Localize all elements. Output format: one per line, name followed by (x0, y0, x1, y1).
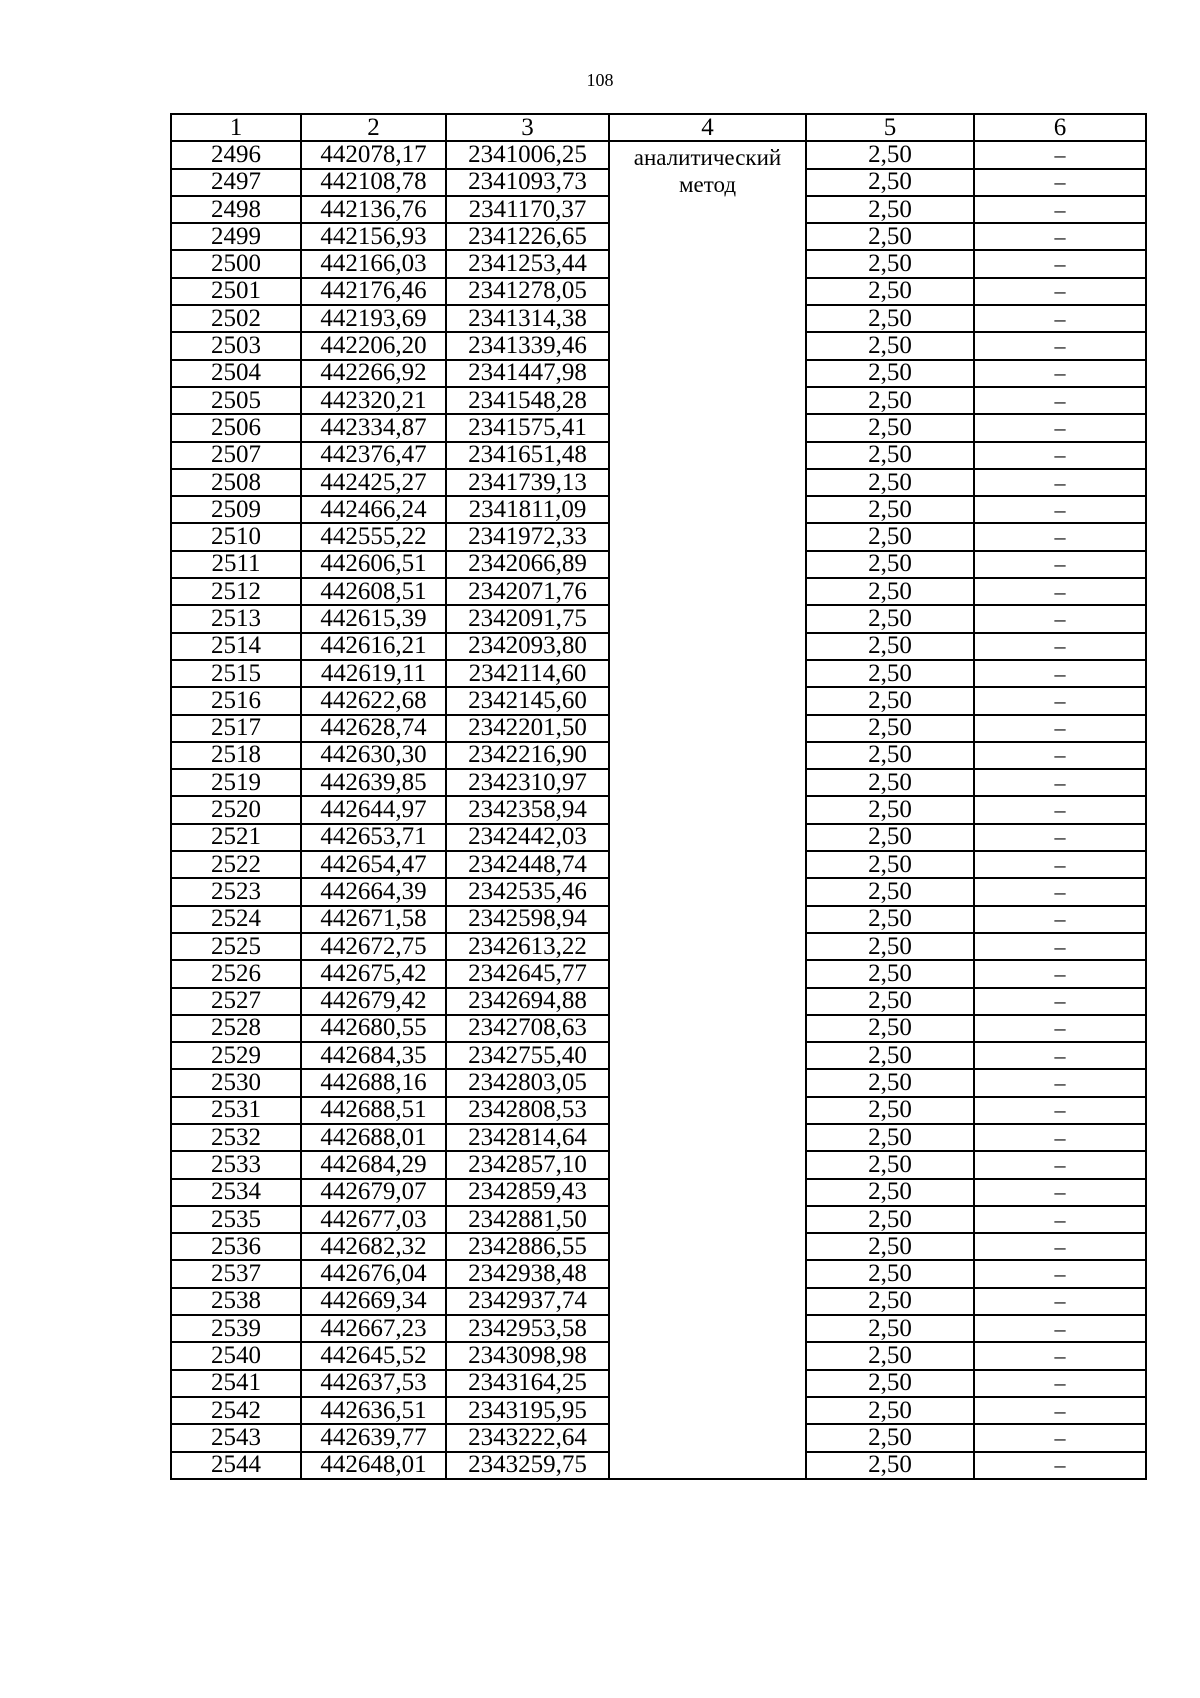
accuracy-cell: 2,50 (806, 1288, 974, 1315)
note-cell: – (974, 1424, 1146, 1451)
x-coordinate-cell: 442667,23 (301, 1315, 446, 1342)
accuracy-cell: 2,50 (806, 332, 974, 359)
accuracy-cell: 2,50 (806, 933, 974, 960)
y-coordinate-cell: 2341006,25 (446, 141, 609, 168)
note-cell: – (974, 496, 1146, 523)
y-coordinate-cell: 2342881,50 (446, 1206, 609, 1233)
x-coordinate-cell: 442206,20 (301, 332, 446, 359)
note-cell: – (974, 223, 1146, 250)
x-coordinate-cell: 442616,21 (301, 633, 446, 660)
table-header-row (171, 114, 1146, 141)
y-coordinate-cell: 2342310,97 (446, 769, 609, 796)
point-number-cell: 2526 (171, 960, 301, 987)
y-coordinate-cell: 2342145,60 (446, 687, 609, 714)
accuracy-cell: 2,50 (806, 1124, 974, 1151)
point-number-cell: 2542 (171, 1397, 301, 1424)
point-number-cell: 2520 (171, 796, 301, 823)
point-number-cell: 2535 (171, 1206, 301, 1233)
point-number-cell: 2531 (171, 1097, 301, 1124)
note-cell: – (974, 469, 1146, 496)
accuracy-cell: 2,50 (806, 1260, 974, 1287)
column-header-3: 3 (446, 114, 609, 141)
y-coordinate-cell: 2342937,74 (446, 1288, 609, 1315)
accuracy-cell: 2,50 (806, 633, 974, 660)
accuracy-cell: 2,50 (806, 387, 974, 414)
y-coordinate-cell: 2342093,80 (446, 633, 609, 660)
x-coordinate-cell: 442679,07 (301, 1179, 446, 1206)
x-coordinate-cell: 442653,71 (301, 824, 446, 851)
y-coordinate-cell: 2341226,65 (446, 223, 609, 250)
x-coordinate-cell: 442639,85 (301, 769, 446, 796)
y-coordinate-cell: 2342938,48 (446, 1260, 609, 1287)
point-number-cell: 2523 (171, 878, 301, 905)
x-coordinate-cell: 442688,01 (301, 1124, 446, 1151)
y-coordinate-cell: 2342358,94 (446, 796, 609, 823)
y-coordinate-cell: 2342953,58 (446, 1315, 609, 1342)
note-cell: – (974, 551, 1146, 578)
x-coordinate-cell: 442677,03 (301, 1206, 446, 1233)
point-number-cell: 2536 (171, 1233, 301, 1260)
point-number-cell: 2510 (171, 523, 301, 550)
x-coordinate-cell: 442176,46 (301, 278, 446, 305)
point-number-cell: 2500 (171, 250, 301, 277)
x-coordinate-cell: 442606,51 (301, 551, 446, 578)
accuracy-cell: 2,50 (806, 660, 974, 687)
y-coordinate-cell: 2342886,55 (446, 1233, 609, 1260)
note-cell: – (974, 1179, 1146, 1206)
x-coordinate-cell: 442156,93 (301, 223, 446, 250)
x-coordinate-cell: 442615,39 (301, 605, 446, 632)
y-coordinate-cell: 2341575,41 (446, 414, 609, 441)
note-cell: – (974, 660, 1146, 687)
y-coordinate-cell: 2343098,98 (446, 1342, 609, 1369)
table-row (171, 141, 1146, 168)
x-coordinate-cell: 442664,39 (301, 878, 446, 905)
accuracy-cell: 2,50 (806, 769, 974, 796)
point-number-cell: 2518 (171, 742, 301, 769)
accuracy-cell: 2,50 (806, 442, 974, 469)
note-cell: – (974, 169, 1146, 196)
y-coordinate-cell: 2341278,05 (446, 278, 609, 305)
accuracy-cell: 2,50 (806, 578, 974, 605)
column-header-2: 2 (301, 114, 446, 141)
y-coordinate-cell: 2341548,28 (446, 387, 609, 414)
note-cell: – (974, 578, 1146, 605)
accuracy-cell: 2,50 (806, 824, 974, 851)
point-number-cell: 2533 (171, 1151, 301, 1178)
x-coordinate-cell: 442619,11 (301, 660, 446, 687)
x-coordinate-cell: 442166,03 (301, 250, 446, 277)
point-number-cell: 2521 (171, 824, 301, 851)
x-coordinate-cell: 442684,35 (301, 1042, 446, 1069)
accuracy-cell: 2,50 (806, 469, 974, 496)
x-coordinate-cell: 442555,22 (301, 523, 446, 550)
note-cell: – (974, 278, 1146, 305)
point-number-cell: 2509 (171, 496, 301, 523)
accuracy-cell: 2,50 (806, 1424, 974, 1451)
x-coordinate-cell: 442108,78 (301, 169, 446, 196)
note-cell: – (974, 305, 1146, 332)
x-coordinate-cell: 442376,47 (301, 442, 446, 469)
accuracy-cell: 2,50 (806, 878, 974, 905)
x-coordinate-cell: 442630,30 (301, 742, 446, 769)
point-number-cell: 2505 (171, 387, 301, 414)
note-cell: – (974, 715, 1146, 742)
point-number-cell: 2519 (171, 769, 301, 796)
x-coordinate-cell: 442680,55 (301, 1015, 446, 1042)
accuracy-cell: 2,50 (806, 1397, 974, 1424)
accuracy-cell: 2,50 (806, 278, 974, 305)
y-coordinate-cell: 2342091,75 (446, 605, 609, 632)
y-coordinate-cell: 2341339,46 (446, 332, 609, 359)
y-coordinate-cell: 2342442,03 (446, 824, 609, 851)
note-cell: – (974, 196, 1146, 223)
accuracy-cell: 2,50 (806, 223, 974, 250)
accuracy-cell: 2,50 (806, 1315, 974, 1342)
y-coordinate-cell: 2341739,13 (446, 469, 609, 496)
coordinates-table (170, 113, 1147, 1480)
accuracy-cell: 2,50 (806, 851, 974, 878)
y-coordinate-cell: 2342613,22 (446, 933, 609, 960)
x-coordinate-cell: 442334,87 (301, 414, 446, 441)
point-number-cell: 2514 (171, 633, 301, 660)
accuracy-cell: 2,50 (806, 742, 974, 769)
note-cell: – (974, 442, 1146, 469)
accuracy-cell: 2,50 (806, 1233, 974, 1260)
x-coordinate-cell: 442682,32 (301, 1233, 446, 1260)
note-cell: – (974, 1370, 1146, 1397)
note-cell: – (974, 1206, 1146, 1233)
point-number-cell: 2538 (171, 1288, 301, 1315)
y-coordinate-cell: 2342803,05 (446, 1069, 609, 1096)
x-coordinate-cell: 442622,68 (301, 687, 446, 714)
note-cell: – (974, 1151, 1146, 1178)
accuracy-cell: 2,50 (806, 523, 974, 550)
note-cell: – (974, 360, 1146, 387)
page-number: 108 (586, 70, 614, 90)
note-cell: – (974, 878, 1146, 905)
point-number-cell: 2503 (171, 332, 301, 359)
y-coordinate-cell: 2343195,95 (446, 1397, 609, 1424)
column-header-6: 6 (974, 114, 1146, 141)
column-header-5: 5 (806, 114, 974, 141)
x-coordinate-cell: 442676,04 (301, 1260, 446, 1287)
accuracy-cell: 2,50 (806, 1370, 974, 1397)
accuracy-cell: 2,50 (806, 169, 974, 196)
y-coordinate-cell: 2342114,60 (446, 660, 609, 687)
note-cell: – (974, 1288, 1146, 1315)
point-number-cell: 2539 (171, 1315, 301, 1342)
note-cell: – (974, 906, 1146, 933)
accuracy-cell: 2,50 (806, 796, 974, 823)
x-coordinate-cell: 442628,74 (301, 715, 446, 742)
y-coordinate-cell: 2342755,40 (446, 1042, 609, 1069)
method-cell: аналитический метод (609, 141, 806, 1479)
note-cell: – (974, 1260, 1146, 1287)
x-coordinate-cell: 442684,29 (301, 1151, 446, 1178)
note-cell: – (974, 851, 1146, 878)
note-cell: – (974, 933, 1146, 960)
note-cell: – (974, 332, 1146, 359)
point-number-cell: 2534 (171, 1179, 301, 1206)
point-number-cell: 2528 (171, 1015, 301, 1042)
note-cell: – (974, 1124, 1146, 1151)
point-number-cell: 2527 (171, 988, 301, 1015)
y-coordinate-cell: 2341811,09 (446, 496, 609, 523)
accuracy-cell: 2,50 (806, 1097, 974, 1124)
point-number-cell: 2511 (171, 551, 301, 578)
y-coordinate-cell: 2342071,76 (446, 578, 609, 605)
accuracy-cell: 2,50 (806, 1069, 974, 1096)
note-cell: – (974, 250, 1146, 277)
note-cell: – (974, 523, 1146, 550)
y-coordinate-cell: 2342645,77 (446, 960, 609, 987)
accuracy-cell: 2,50 (806, 988, 974, 1015)
x-coordinate-cell: 442639,77 (301, 1424, 446, 1451)
column-header-4: 4 (609, 114, 806, 141)
note-cell: – (974, 1233, 1146, 1260)
x-coordinate-cell: 442466,24 (301, 496, 446, 523)
note-cell: – (974, 824, 1146, 851)
note-cell: – (974, 960, 1146, 987)
y-coordinate-cell: 2341972,33 (446, 523, 609, 550)
accuracy-cell: 2,50 (806, 1042, 974, 1069)
y-coordinate-cell: 2342535,46 (446, 878, 609, 905)
x-coordinate-cell: 442136,76 (301, 196, 446, 223)
y-coordinate-cell: 2343222,64 (446, 1424, 609, 1451)
point-number-cell: 2532 (171, 1124, 301, 1151)
point-number-cell: 2507 (171, 442, 301, 469)
note-cell: – (974, 1342, 1146, 1369)
x-coordinate-cell: 442320,21 (301, 387, 446, 414)
accuracy-cell: 2,50 (806, 196, 974, 223)
x-coordinate-cell: 442679,42 (301, 988, 446, 1015)
note-cell: – (974, 1042, 1146, 1069)
note-cell: – (974, 633, 1146, 660)
column-header-1: 1 (171, 114, 301, 141)
note-cell: – (974, 1097, 1146, 1124)
point-number-cell: 2515 (171, 660, 301, 687)
y-coordinate-cell: 2342216,90 (446, 742, 609, 769)
y-coordinate-cell: 2343164,25 (446, 1370, 609, 1397)
point-number-cell: 2498 (171, 196, 301, 223)
point-number-cell: 2522 (171, 851, 301, 878)
y-coordinate-cell: 2341314,38 (446, 305, 609, 332)
y-coordinate-cell: 2341651,48 (446, 442, 609, 469)
y-coordinate-cell: 2342066,89 (446, 551, 609, 578)
note-cell: – (974, 687, 1146, 714)
accuracy-cell: 2,50 (806, 414, 974, 441)
point-number-cell: 2540 (171, 1342, 301, 1369)
accuracy-cell: 2,50 (806, 305, 974, 332)
note-cell: – (974, 769, 1146, 796)
x-coordinate-cell: 442669,34 (301, 1288, 446, 1315)
x-coordinate-cell: 442672,75 (301, 933, 446, 960)
note-cell: – (974, 1015, 1146, 1042)
accuracy-cell: 2,50 (806, 1342, 974, 1369)
point-number-cell: 2506 (171, 414, 301, 441)
y-coordinate-cell: 2341093,73 (446, 169, 609, 196)
x-coordinate-cell: 442078,17 (301, 141, 446, 168)
point-number-cell: 2497 (171, 169, 301, 196)
accuracy-cell: 2,50 (806, 1179, 974, 1206)
point-number-cell: 2543 (171, 1424, 301, 1451)
accuracy-cell: 2,50 (806, 715, 974, 742)
y-coordinate-cell: 2341253,44 (446, 250, 609, 277)
note-cell: – (974, 387, 1146, 414)
point-number-cell: 2501 (171, 278, 301, 305)
note-cell: – (974, 742, 1146, 769)
accuracy-cell: 2,50 (806, 960, 974, 987)
y-coordinate-cell: 2342448,74 (446, 851, 609, 878)
accuracy-cell: 2,50 (806, 1015, 974, 1042)
x-coordinate-cell: 442425,27 (301, 469, 446, 496)
y-coordinate-cell: 2342598,94 (446, 906, 609, 933)
x-coordinate-cell: 442193,69 (301, 305, 446, 332)
note-cell: – (974, 1069, 1146, 1096)
note-cell: – (974, 1397, 1146, 1424)
accuracy-cell: 2,50 (806, 141, 974, 168)
note-cell: – (974, 414, 1146, 441)
point-number-cell: 2502 (171, 305, 301, 332)
note-cell: – (974, 141, 1146, 168)
y-coordinate-cell: 2342857,10 (446, 1151, 609, 1178)
accuracy-cell: 2,50 (806, 360, 974, 387)
accuracy-cell: 2,50 (806, 687, 974, 714)
x-coordinate-cell: 442637,53 (301, 1370, 446, 1397)
point-number-cell: 2544 (171, 1452, 301, 1479)
point-number-cell: 2516 (171, 687, 301, 714)
y-coordinate-cell: 2341170,37 (446, 196, 609, 223)
y-coordinate-cell: 2343259,75 (446, 1452, 609, 1479)
accuracy-cell: 2,50 (806, 1206, 974, 1233)
point-number-cell: 2496 (171, 141, 301, 168)
point-number-cell: 2524 (171, 906, 301, 933)
y-coordinate-cell: 2342859,43 (446, 1179, 609, 1206)
point-number-cell: 2529 (171, 1042, 301, 1069)
point-number-cell: 2530 (171, 1069, 301, 1096)
note-cell: – (974, 1452, 1146, 1479)
accuracy-cell: 2,50 (806, 1452, 974, 1479)
x-coordinate-cell: 442645,52 (301, 1342, 446, 1369)
accuracy-cell: 2,50 (806, 906, 974, 933)
point-number-cell: 2517 (171, 715, 301, 742)
y-coordinate-cell: 2342694,88 (446, 988, 609, 1015)
point-number-cell: 2512 (171, 578, 301, 605)
accuracy-cell: 2,50 (806, 551, 974, 578)
point-number-cell: 2504 (171, 360, 301, 387)
x-coordinate-cell: 442688,51 (301, 1097, 446, 1124)
x-coordinate-cell: 442266,92 (301, 360, 446, 387)
point-number-cell: 2513 (171, 605, 301, 632)
x-coordinate-cell: 442675,42 (301, 960, 446, 987)
accuracy-cell: 2,50 (806, 250, 974, 277)
y-coordinate-cell: 2342808,53 (446, 1097, 609, 1124)
note-cell: – (974, 605, 1146, 632)
point-number-cell: 2525 (171, 933, 301, 960)
point-number-cell: 2537 (171, 1260, 301, 1287)
x-coordinate-cell: 442688,16 (301, 1069, 446, 1096)
note-cell: – (974, 1315, 1146, 1342)
x-coordinate-cell: 442644,97 (301, 796, 446, 823)
point-number-cell: 2499 (171, 223, 301, 250)
x-coordinate-cell: 442608,51 (301, 578, 446, 605)
table-body (171, 141, 1146, 1479)
y-coordinate-cell: 2342814,64 (446, 1124, 609, 1151)
note-cell: – (974, 988, 1146, 1015)
x-coordinate-cell: 442636,51 (301, 1397, 446, 1424)
accuracy-cell: 2,50 (806, 1151, 974, 1178)
x-coordinate-cell: 442648,01 (301, 1452, 446, 1479)
point-number-cell: 2508 (171, 469, 301, 496)
accuracy-cell: 2,50 (806, 605, 974, 632)
y-coordinate-cell: 2342201,50 (446, 715, 609, 742)
accuracy-cell: 2,50 (806, 496, 974, 523)
note-cell: – (974, 796, 1146, 823)
x-coordinate-cell: 442671,58 (301, 906, 446, 933)
point-number-cell: 2541 (171, 1370, 301, 1397)
x-coordinate-cell: 442654,47 (301, 851, 446, 878)
y-coordinate-cell: 2342708,63 (446, 1015, 609, 1042)
y-coordinate-cell: 2341447,98 (446, 360, 609, 387)
